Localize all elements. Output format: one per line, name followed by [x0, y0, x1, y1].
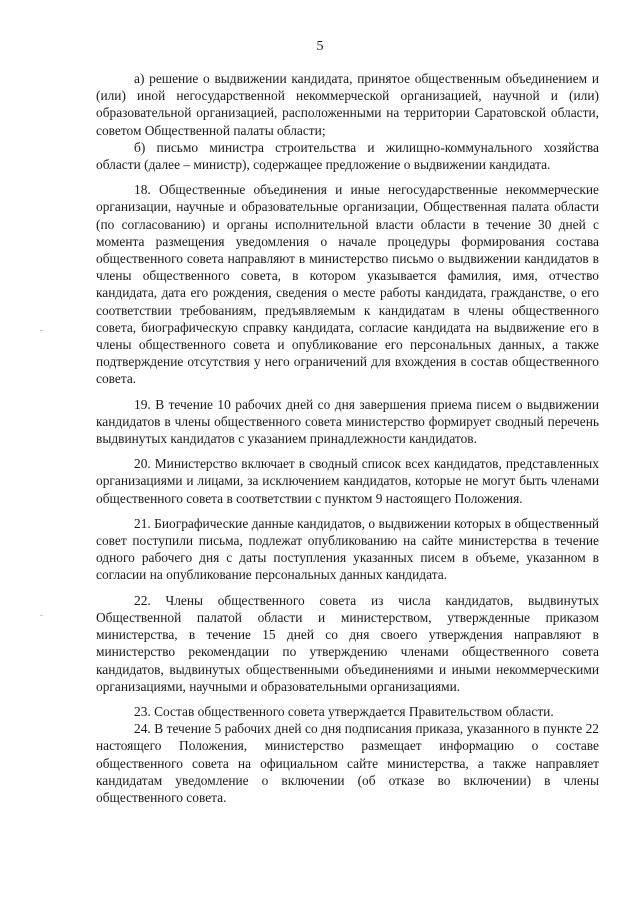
scan-mark — [40, 330, 43, 331]
scan-mark — [40, 615, 43, 616]
paragraph-b: б) письмо министра строительства и жилищно-коммунального хозяйства области (далее – министр), содержащее предложение о выдвижении кандидата. — [96, 139, 599, 173]
paragraph-21: 21. Биографические данные кандидатов, о выдвижении которых в общественный совет поступили письма, подлежат опубликованию на сайте министерства в течение одного рабочего дня с даты поступления указанных писем в объеме, указанном в согласии на опубликование персональных данных кандидата. — [96, 515, 599, 583]
paragraph-22: 22. Члены общественного совета из числа кандидатов, выдвинутых Общественной палатой области и министерством, утвержденные приказом министерства, в течение 15 дней со дня своего утверждения направляют в министерство рекомендации по утверждению членами общественного совета кандидатов, выдвинутых общественными объединениями и иными некоммерческими организациями, научными и образовательными организациями. — [96, 592, 599, 694]
paragraph-19: 19. В течение 10 рабочих дней со дня завершения приема писем о выдвижении кандидатов в члены общественного совета министерство формирует сводный перечень выдвинутых кандидатов с указанием принадлежности кандидатов. — [96, 396, 599, 447]
paragraph-a: а) решение о выдвижении кандидата, принятое общественным объединением и (или) иной негосударственной некоммерческой организацией, научной и (или) образовательной организацией, расположенными на территории Саратовской области, советом Общественной палаты области; — [96, 71, 599, 138]
page-number: 5 — [316, 39, 324, 54]
paragraph-23: 23. Состав общественного совета утверждается Правительством области. — [134, 703, 554, 719]
paragraph-20: 20. Министерство включает в сводный список всех кандидатов, представленных организациями и лицами, за исключением кандидатов, которые не могут быть членами общественного совета в соответствии с пунктом 9 настоящего Положения. — [96, 456, 599, 506]
document-body — [96, 70, 599, 814]
paragraph-24: 24. В течение 5 рабочих дней со дня подписания приказа, указанного в пункте 22 настоящего Положения, министерство размещает информацию о составе общественного совета на официальном сайте министерства, а также направляет кандидатам уведомление о включении (об отказе во включении) в члены общественного совета. — [96, 721, 599, 805]
paragraph-18: 18. Общественные объединения и иные негосударственные некоммерческие организации, научные и образовательные организации, Общественная палата области (по согласованию) и органы исполнительной власти области в течение 30 дней с момента размещения уведомления о начале процедуры формирования состава общественного совета направляют в министерство письмо о выдвижении кандидатов в члены общественного совета, в котором указывается фамилия, имя, отчество кандидата, дата его рождения, сведения о месте работы кандидата, гражданстве, о его соответствии требованиям, предъявляемым к кандидатам в члены общественного совета, биографическую справку кандидата, согласие кандидата на выдвижение его в члены общественного совета и опубликование его персональных данных, а также подтверждение отсутствия у него ограничений для вхождения в состав общественного совета. — [96, 182, 599, 387]
